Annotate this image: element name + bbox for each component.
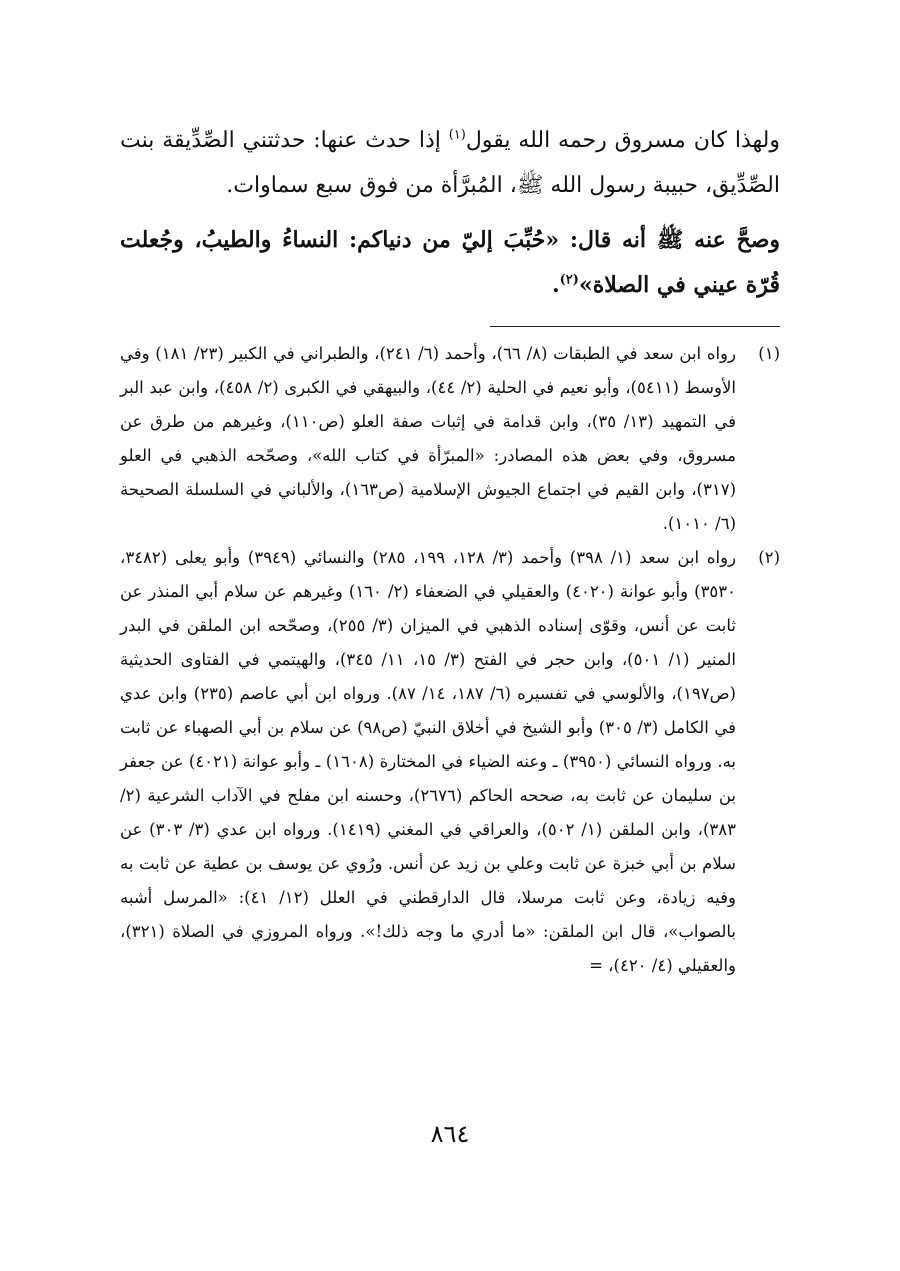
paragraph-2-text-a: وصحَّ عنه ﷺ أنه قال: «حُبِّبَ إليّ من دنياكم: النساءُ والطيبُ، وجُعلت قُرّة عيني في الصلاة»: [120, 227, 780, 298]
page-number: ٨٦٤: [430, 1120, 470, 1148]
main-paragraph-1: [120, 118, 780, 208]
paragraph-1-text-a: ولهذا كان مسروق رحمه الله يقول: [465, 128, 780, 153]
main-paragraph-2: [120, 218, 780, 308]
book-page: [120, 118, 780, 1218]
footnote-ref-2: (٢): [559, 272, 579, 288]
footnote-1-text: رواه ابن سعد في الطبقات (٨/ ٦٦)، وأحمد (٦/ ٢٤١)، والطبراني في الكبير (٢٣/ ١٨١) وفي الأوسط (٥٤١١)، وأبو نعيم في الحلية (٢/ ٤٤)، والبيهقي في الكبرى (٢/ ٤٥٨)، وابن عبد البر في التمهيد (١٣/ ٣٥)، وابن قدامة في إثبات صفة العلو (ص١١٠)، وغيرهم من طرق عن مسروق، وفي بعض هذه المصادر: «المبرّأة في كتاب الله»، وصحّحه الذهبي في العلو (٣١٧)، وابن القيم في اجتماع الجيوش الإسلامية (ص١٦٣)، والألباني في السلسلة الصحيحة (٦/ ١٠١٠).: [120, 344, 737, 533]
paragraph-1-text-b: إذا حدث عنها: حدثتني الصِّدِّيقة بنت الصِّدِّيق، حبيبة رسول الله ﷺ، المُبرَّأة من فوق سبع سماوات.: [120, 128, 780, 198]
footnote-2: [120, 541, 780, 983]
footnote-separator: [490, 326, 780, 327]
footnote-1-number: (١): [758, 344, 780, 363]
footnote-ref-1: (١): [448, 127, 466, 143]
footnote-2-number: (٢): [758, 548, 780, 567]
paragraph-2-text-b: .: [551, 272, 560, 298]
footnote-1: [120, 337, 780, 541]
footnote-2-text: رواه ابن سعد (١/ ٣٩٨) وأحمد (٣/ ١٢٨، ١٩٩، ٢٨٥) والنسائي (٣٩٤٩) وأبو يعلى (٣٤٨٢، ٣٥٣٠) وأبو عوانة (٤٠٢٠) والعقيلي في الضعفاء (٢/ ١٦٠) وغيرهم عن سلام أبي المنذر عن ثابت عن أنس، وقوّى إسناده الذهبي في الميزان (٣/ ٢٥٥)، وصحّحه ابن الملقن في البدر المنير (١/ ٥٠١)، وابن حجر في الفتح (٣/ ١٥، ١١/ ٣٤٥)، والهيتمي في الفتاوى الحديثية (ص١٩٧)، والألوسي في تفسيره (٦/ ١٨٧، ١٤/ ٨٧). ورواه ابن أبي عاصم (٢٣٥) وابن عدي في الكامل (٣/ ٣٠٥) وأبو الشيخ في أخلاق النبيّ (ص٩٨) عن سلام بن أبي الصهباء عن ثابت به. ورواه النسائي (٣٩٥٠) ـ وعنه الضياء في المختارة (١٦٠٨) ـ وأبو عوانة (٤٠٢١) عن جعفر بن سليمان عن ثابت به، صححه الحاكم (٢٦٧٦)، وحسنه ابن مفلح في الآداب الشرعية (٢/ ٣٨٣)، وابن الملقن (١/ ٥٠٢)، والعراقي في المغني (١٤١٩). ورواه ابن عدي (٣/ ٣٠٣) عن سلام بن أبي خبزة عن ثابت وعلي بن زيد عن أنس. ورُوي عن يوسف بن عطية عن ثابت به وفيه زيادة، وعن ثابت مرسلا، قال الدارقطني في العلل (١٢/ ٤١): «المرسل أشبه بالصواب»، قال ابن الملقن: «ما أدري ما وجه ذلك!». ورواه المروزي في الصلاة (٣٢١)، والعقيلي (٤/ ٤٢٠)، =: [120, 548, 737, 975]
